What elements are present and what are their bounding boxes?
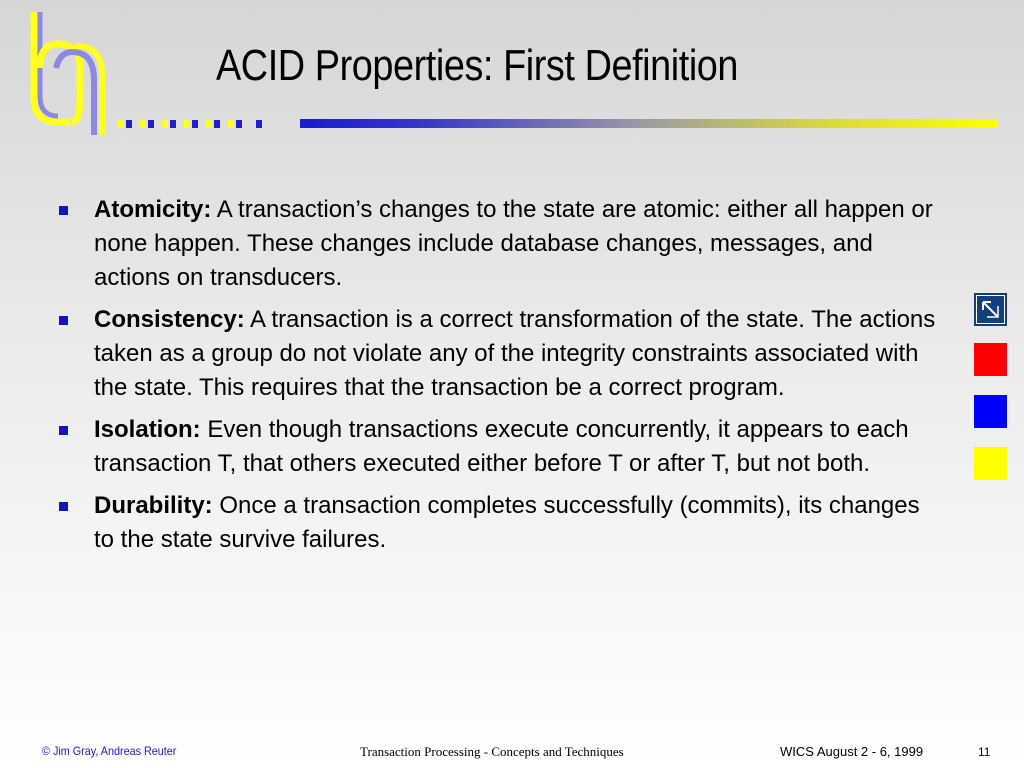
bullet-list [56, 193, 936, 565]
bullet-durability [56, 489, 936, 557]
bullet-square-icon [59, 502, 68, 511]
bullet-text [94, 193, 936, 295]
slide-title: ACID Properties: First Definition [216, 41, 739, 90]
bullet-text [94, 413, 936, 481]
bullet-square-icon [59, 426, 68, 435]
bullet-term: Consistency: [94, 306, 245, 333]
bullet-square-icon [59, 316, 68, 325]
bullet-body: A transaction’s changes to the state are atomic: either all happen or none happen. These changes include database changes, messages, and actions on transducers. [94, 196, 933, 291]
bullet-text [94, 303, 936, 405]
bullet-text [94, 489, 936, 557]
nav-red-button[interactable] [974, 343, 1007, 376]
bullet-term: Isolation: [94, 416, 201, 443]
bullet-body: Even though transactions execute concurrently, it appears to each transaction T, that others executed either before T or after T, but not both. [94, 416, 909, 477]
nav-blue-button[interactable] [974, 395, 1007, 428]
footer-event: WICS August 2 - 6, 1999 [780, 744, 924, 759]
footer-course: Transaction Processing - Concepts and Techniques [360, 744, 624, 759]
nav-back-button[interactable] [974, 293, 1007, 326]
footer-copyright: © Jim Gray, Andreas Reuter [42, 744, 177, 758]
logo-icon [14, 10, 114, 135]
bullet-square-icon [59, 206, 68, 215]
bullet-consistency [56, 303, 936, 405]
logo-dots [118, 119, 278, 129]
title-rule [300, 119, 998, 128]
bullet-term: Durability: [94, 492, 213, 519]
bullet-body: Once a transaction completes successfully (commits), its changes to the state survive failures. [94, 492, 920, 553]
page-number: 11 [978, 745, 991, 759]
bullet-isolation [56, 413, 936, 481]
bullet-body: A transaction is a correct transformation of the state. The actions taken as a group do not violate any of the integrity constraints associated with the state. This requires that the transaction be a correct program. [94, 306, 936, 401]
back-arrow-icon [974, 293, 1007, 326]
bullet-atomicity [56, 193, 936, 295]
nav-yellow-button[interactable] [974, 447, 1007, 480]
bullet-term: Atomicity: [94, 196, 212, 223]
